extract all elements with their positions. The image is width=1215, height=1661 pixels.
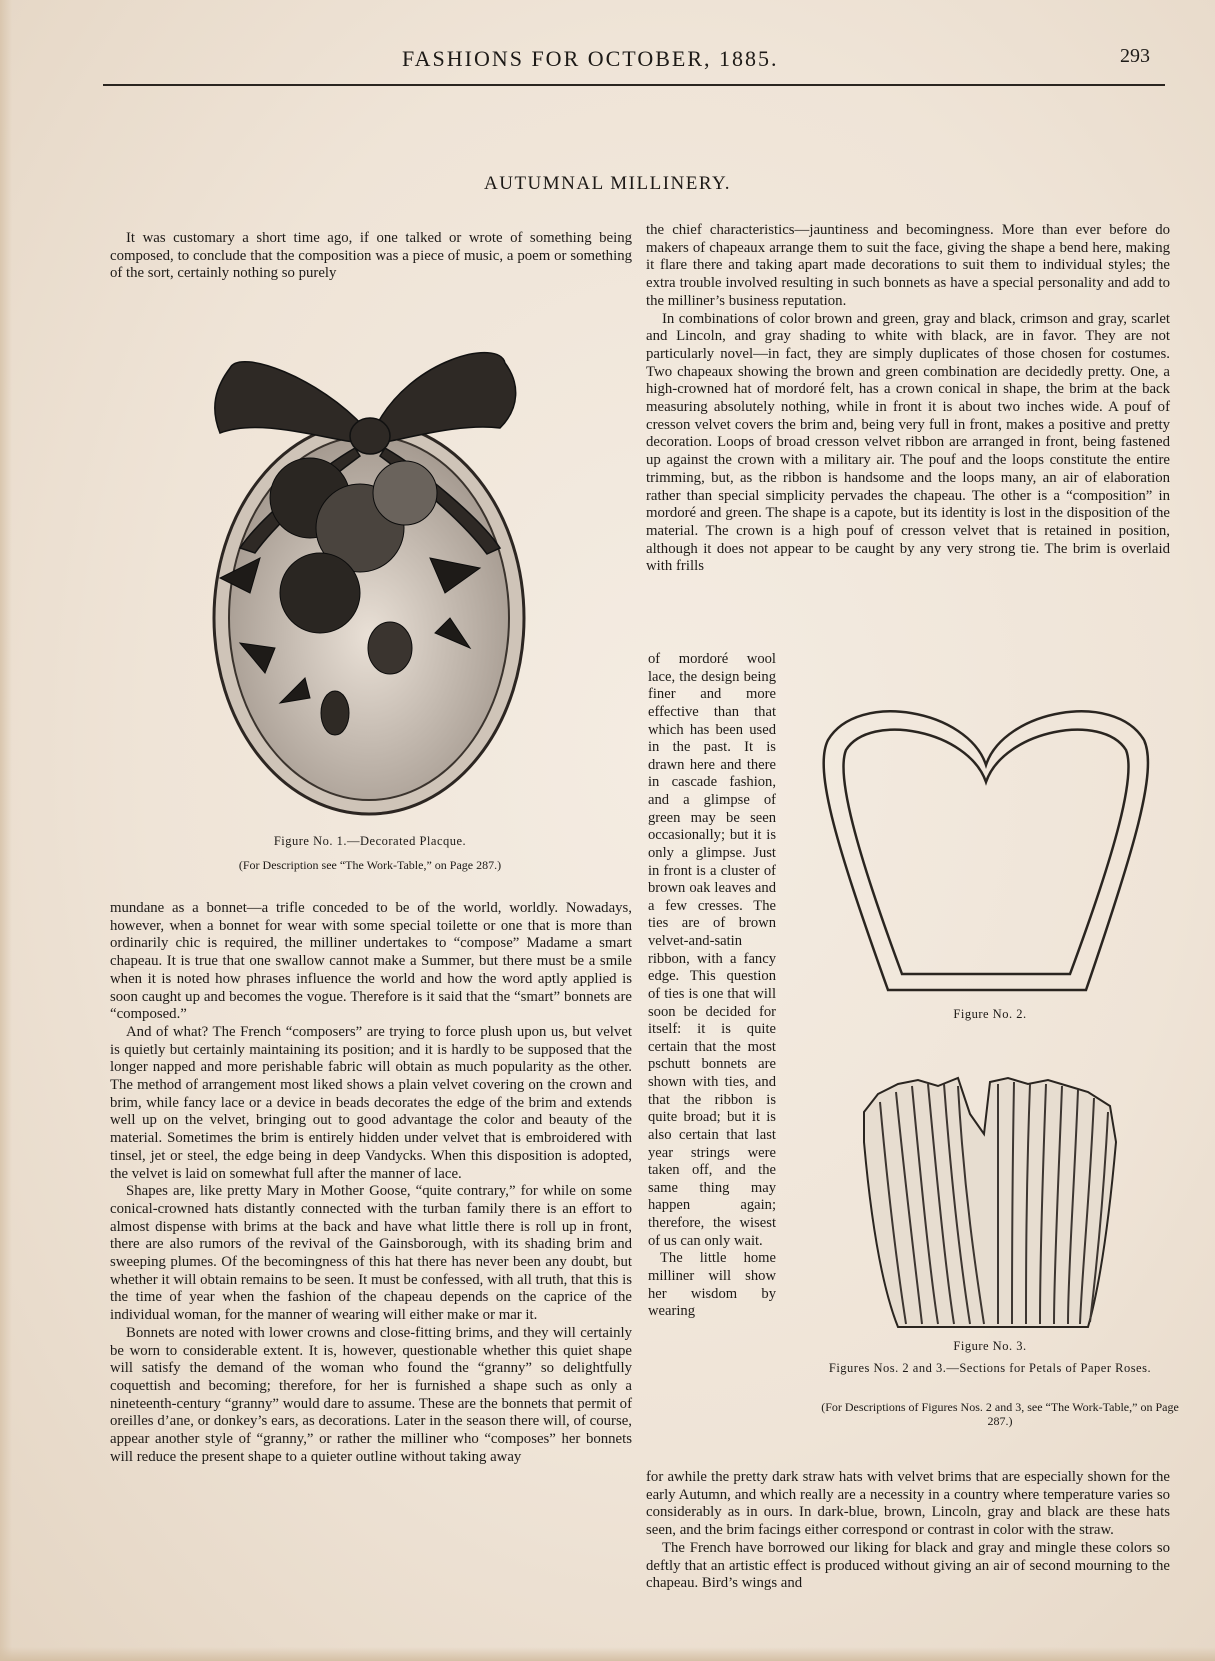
left-column-bottom — [110, 900, 632, 1467]
paragraph: The little home milliner will show her wisdom by wearing — [648, 1250, 776, 1320]
paragraph: of mordoré wool lace, the design being finer and more effective than that which has been used in the past. It is drawn here and there in cascade fashion, and a glimpse of green may be seen occasionally; but it is only a glimpse. Just in front is a cluster of brown oak leaves and a few cresses. The ties are of brown velvet-and-satin ribbon, with a fancy edge. This question of ties is one that will soon be decided for itself: it is quite certain that the most pschutt bonnets are shown with ties, and that the ribbon is quite broad; but it is also certain that last year strings were taken off, and the same thing may happen again; therefore, the wisest of us can only wait. — [648, 651, 776, 1249]
right-column-bottom — [646, 1469, 1170, 1593]
paragraph: mundane as a bonnet—a trifle conceded to be of the world, worldly. Nowadays, however, when a bonnet for wear with some special toilette or one that is more than ordinarily chic is required, the milliner undertakes to “compose” Madame a smart chapeau. It is true that one swallow cannot make a Summer, but there must be a smile when it is noted how phrases influence the world and how the word aptly applied is soon caught up and becomes the vogue. Therefore is it said that the “smart” bonnets are “composed.” — [110, 900, 632, 1023]
figure-1-caption: Figure No. 1.—Decorated Placque. — [273, 834, 467, 848]
paragraph: Shapes are, like pretty Mary in Mother Goose, “quite contrary,” for while on some conical-crowned hats distantly connected with the turban family there is an effort to almost dispense with brims at the back and have what little there is roll up in front, there are also rumors of the revival of the Gainsborough, with its shading brim and sweeping plumes. Of the becomingness of this hat there has never been any doubt, but whether it will obtain remains to be seen. It must be confessed, with all truth, that this is the time of year when the fashion of the chapeau depends on the caprice of the individual woman, for the manner of wearing will either make or mar it. — [110, 1183, 632, 1324]
page-edge-shadow — [0, 0, 12, 1661]
petal-outline-outer — [824, 711, 1148, 990]
figure-3-caption: Figure No. 3. — [953, 1339, 1027, 1353]
header-rule — [103, 84, 1165, 86]
decorated-placque-illustration — [200, 318, 538, 820]
paragraph: Bonnets are noted with lower crowns and close-fitting brims, and they will certainly be worn to considerable extent. It is, however, questionable whether this quiet shape will satisfy the demand of the woman who found the “granny” so delightfully coquettish and becoming; therefore, for her is furnished a shape such as only a nineteenth-century “granny” would dare to assume. These are the bonnets that permit of oreilles d’ane, or donkey’s ears, as decorations. Later in the season there will, of course, appear another style of “granny,” or rather the milliner who “composes” her bonnets will reduce the present shape to a quieter outline without taking away — [110, 1324, 632, 1465]
left-column-top — [110, 230, 632, 283]
petal-section-figure-3 — [858, 1072, 1122, 1334]
article-title: AUTUMNAL MILLINERY. — [484, 173, 731, 194]
paragraph: the chief characteristics—jauntiness and becomingness. More than ever before do makers of chapeaux arrange them to suit the face, giving the shape a bend here, making it flare there and taking apart made decorations to suit them to individual styles; the extra trouble involved resulting in such bonnets as have a special personality and add to the milliner’s business reputation. — [646, 222, 1170, 309]
paragraph: And of what? The French “composers” are trying to force plush upon us, but velvet is quietly but certainly maintaining its position; and it is hardly to be supposed that the longer napped and more perishable fabric will obtain as much popularity as the other. The method of arrangement most liked shows a plain velvet covering on the crown and brim, while fancy lace or a device in beads decorates the edge of the brim and extends well up on the velvet, bringing out to good advantage the color and beauty of the material. Sometimes the brim is entirely hidden under velvet that is embroidered with tinsel, jet or steel, the edge being in deep Vandycks. When this disposition is adopted, the velvet is laid on somewhat full after the manner of lace. — [110, 1023, 632, 1182]
paragraph: In combinations of color brown and green, gray and black, crimson and gray, scarlet and Lincoln, and gray shading to white with black, are in favor. They are not particularly novel—in fact, they are simply duplicates of those chosen for costumes. Two chapeaux showing the brown and green combination are decidedly pretty. One, a high-crowned hat of mordoré felt, has a crown conical in shape, the brim at the back measuring absolutely nothing, while in front it is about two inches wide. A pouf of cresson velvet covers the brim and, being very full in front, makes a positive and pretty decoration. Loops of broad cresson velvet ribbon are arranged in front, being fastened up against the crown with a military air. The pouf and the loops constitute the entire trimming, but, as the ribbon is handsome and the loops many, an air of elaboration rather than special simplicity pervades the chapeau. The other is a “composition” in mordoré and green. The shape is a capote, but its identity is lost in the disposition of the material. The crown is a high pouf of cresson velvet that is retained in position, although it does not appear to be caught by any very strong tie. The brim is overlaid with frills — [646, 310, 1170, 575]
running-header: FASHIONS FOR OCTOBER, 1885. — [402, 46, 779, 71]
figure-2-caption: Figure No. 2. — [953, 1007, 1027, 1021]
paragraph: It was customary a short time ago, if one talked or wrote of something being composed, to conclude that the composition was a piece of music, a poem or something of the sort, certainly nothing so purely — [110, 230, 632, 282]
narrow-column — [648, 651, 776, 1321]
paragraph: The French have borrowed our liking for black and gray and mingle these colors so deftly that an artistic effect is produced without giving an air of second mourning to the chapeau. Bird’s wings and — [646, 1539, 1170, 1592]
page-number: 293 — [1120, 45, 1150, 67]
figures-2-3-description: (For Descriptions of Figures Nos. 2 and 3, see “The Work-Table,” on Page 287.) — [821, 1400, 1179, 1428]
paragraph: for awhile the pretty dark straw hats with velvet brims that are especially shown for the early Autumn, and which really are a necessity in a country where temperature varies so considerably as in ours. In dark-blue, brown, Lincoln, gray and black are these hats seen, and the brim facings either correspond or contrast in color with the straw. — [646, 1469, 1170, 1539]
right-column-top — [646, 222, 1170, 576]
figures-2-3-caption: Figures Nos. 2 and 3.—Sections for Petals of Paper Roses. — [828, 1361, 1152, 1375]
petal-section-figure-2 — [818, 690, 1154, 1008]
figure-1-description: (For Description see “The Work-Table,” on Page 287.) — [238, 858, 502, 872]
page-bottom-shadow — [0, 1647, 1215, 1661]
